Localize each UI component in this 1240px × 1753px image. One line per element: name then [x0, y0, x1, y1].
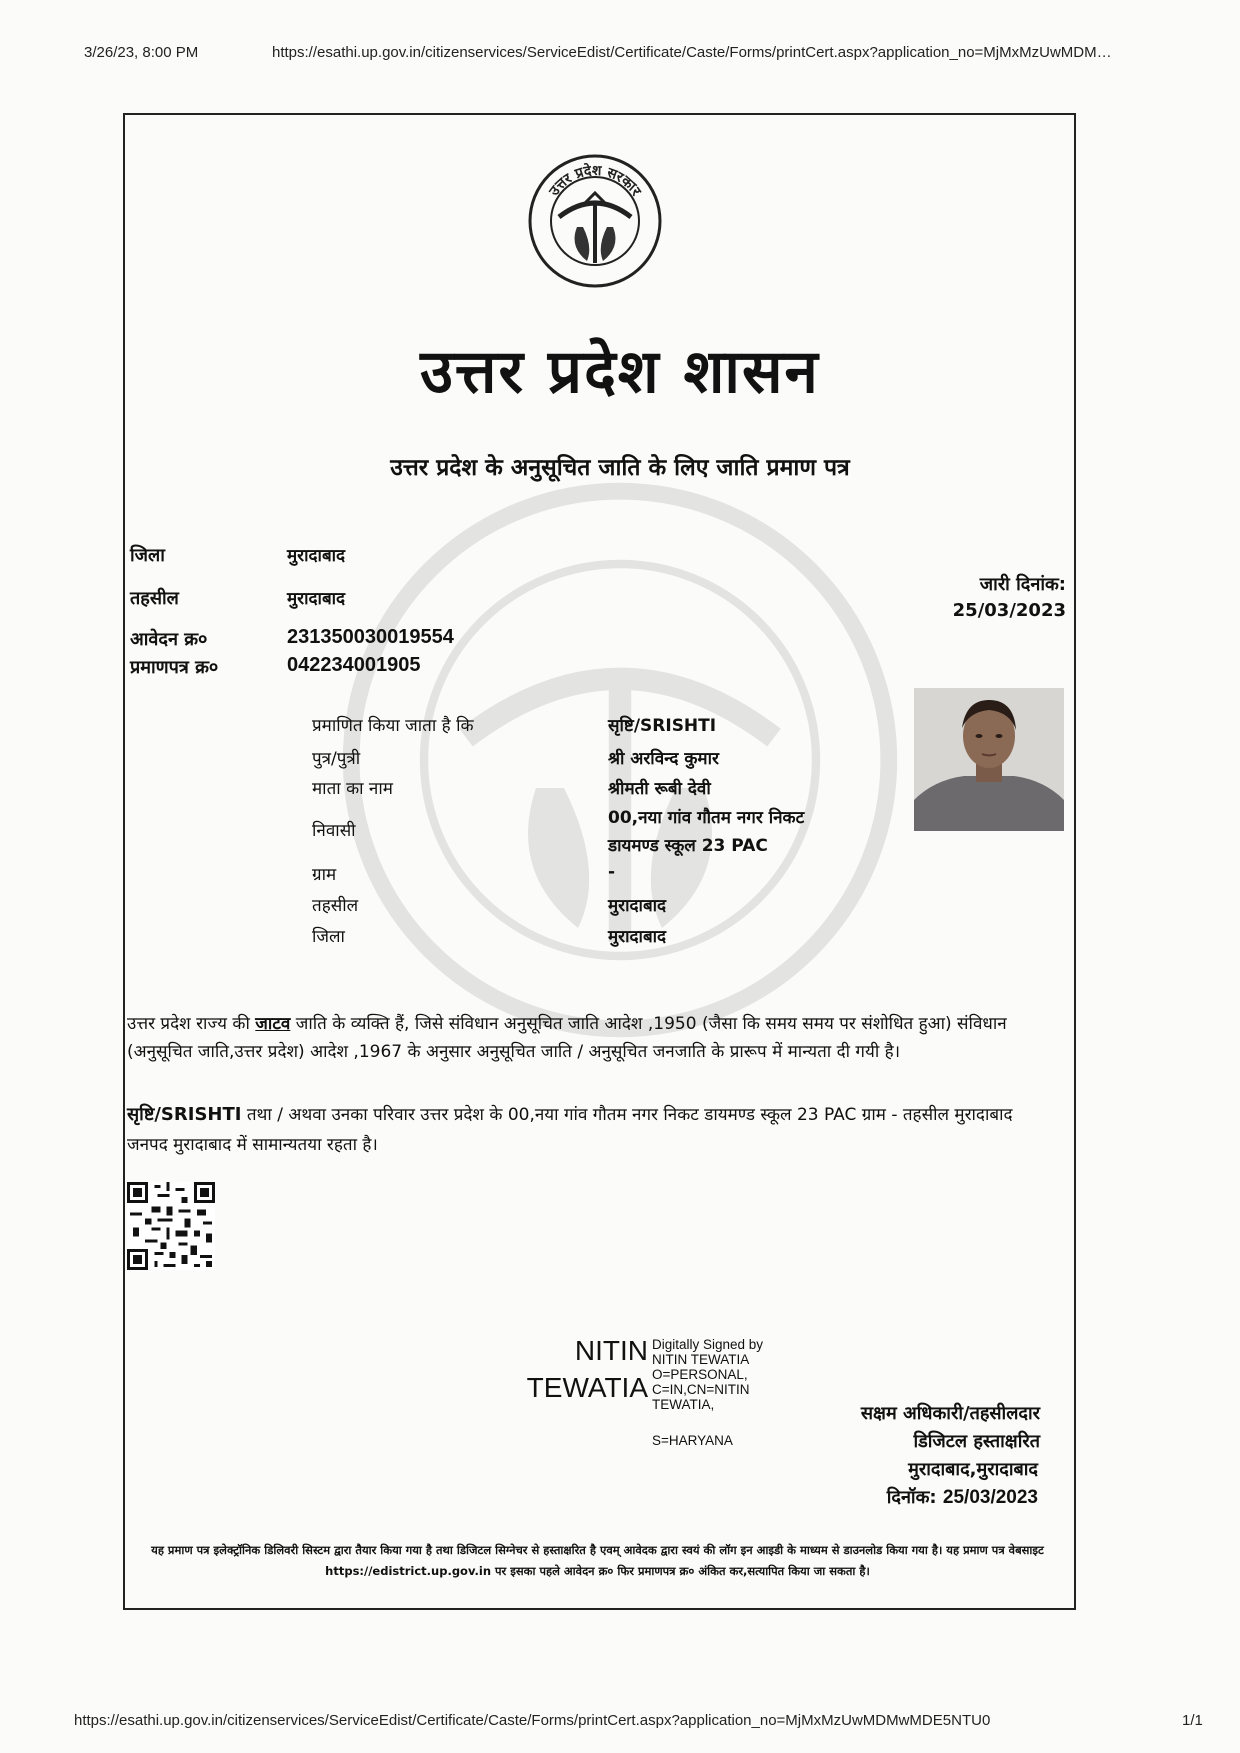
caste-statement	[127, 1010, 1047, 1066]
verification-footnote: यह प्रमाण पत्र इलेक्ट्रॉनिक डिलिवरी सिस्टम द्वारा तैयार किया गया है तथा डिजिटल सिग्नेचर से हस्ताक्षरित है एवम् आवेदक द्वारा स्वयं की लॉग इन आइडी के माध्यम से डाउनलोड किया गया है। यह प्रमाण पत्र वेबसाइट https://edistrict.up.gov.in पर इसका पहले आवेदन क्र० फिर प्रमाणपत्र क्र० अंकित कर,सत्यापित किया जा सकता है।	[151, 1543, 1044, 1578]
page-number: 1/1	[1182, 1712, 1203, 1729]
officer-date-label: दिनॉक:	[886, 1487, 937, 1508]
mother-name: श्रीमती रूबी देवी	[608, 779, 711, 799]
residence-statement-rest: तथा / अथवा उनका परिवार उत्तर प्रदेश के 00,नया गांव गौतम नगर निकट डायमण्ड स्कूल 23 PAC ग्राम - तहसील मुरादाबाद जनपद मुरादाबाद में सामान्यतया रहता है।	[127, 1105, 1013, 1155]
village-value: -	[608, 862, 616, 882]
emblem-text: उत्तर प्रदेश सरकार	[546, 162, 644, 199]
caste-statement-start: उत्तर प्रदेश राज्य की	[127, 1014, 256, 1034]
person-photo-icon	[914, 688, 1064, 831]
print-footer-url: https://esathi.up.gov.in/citizenservices/ServiceEdist/Certificate/Caste/Forms/printCert.aspx?application_no=MjMxMzUwMDMwMDE5NTU0	[74, 1712, 991, 1729]
certified-name: सृष्टि/SRISHTI	[608, 716, 717, 736]
signer-first-name: NITIN	[574, 1335, 648, 1366]
application-label: आवेदन क्र०	[130, 629, 208, 650]
district-value: मुरादाबाद	[287, 546, 346, 566]
certified-label: प्रमाणित किया जाता है कि	[312, 716, 474, 736]
detail-district-label: जिला	[312, 927, 345, 947]
signature-state: S=HARYANA	[652, 1433, 733, 1448]
village-label: ग्राम	[312, 865, 337, 885]
digital-signature-info: Digitally Signed by NITIN TEWATIA O=PERSONAL, C=IN,CN=NITIN TEWATIA,	[652, 1337, 764, 1412]
digitally-signed-label: डिजिटल हस्ताक्षरित	[913, 1431, 1040, 1452]
resident-address-line1: 00,नया गांव गौतम नगर निकट	[608, 808, 805, 828]
residence-statement	[127, 1100, 1047, 1160]
resident-address-line2: डायमण्ड स्कूल 23 PAC	[608, 836, 768, 856]
residence-person-name: सृष्टि/SRISHTI	[127, 1104, 242, 1125]
issue-date: 25/03/2023	[952, 600, 1066, 621]
child-of-label: पुत्र/पुत्री	[312, 749, 361, 769]
caste-statement-rest: जाति के व्यक्ति हैं, जिसे संविधान अनुसूचित जाति आदेश ,1950 (जैसा कि समय समय पर संशोधित हुआ) संविधान (अनुसूचित जाति,उत्तर प्रदेश) आदेश ,1967 के अनुसार अनुसूचित जाति / अनुसूचित जनजाति के प्रारूप में मान्यता दी गयी है।	[127, 1014, 1007, 1062]
issue-date-label: जारी दिनांक:	[979, 574, 1066, 595]
tehsil-value: मुरादाबाद	[287, 589, 346, 609]
tehsil-label: तहसील	[130, 588, 179, 609]
qr-code-icon	[127, 1181, 215, 1271]
detail-tehsil-value: मुरादाबाद	[608, 896, 667, 916]
government-title: उत्तर प्रदेश शासन	[420, 337, 820, 407]
district-label: जिला	[130, 545, 165, 566]
detail-tehsil-label: तहसील	[312, 896, 359, 916]
officer-date: 25/03/2023	[942, 1487, 1038, 1508]
certificate-label: प्रमाणपत्र क्र०	[130, 657, 219, 678]
applicant-photo	[914, 688, 1064, 831]
application-number: 231350030019554	[287, 626, 454, 648]
caste-name: जाटव	[255, 1014, 291, 1034]
certificate-number: 042234001905	[287, 654, 421, 676]
print-datetime: 3/26/23, 8:00 PM	[84, 44, 199, 61]
officer-place: मुरादाबाद,मुरादाबाद	[908, 1459, 1038, 1480]
resident-label: निवासी	[312, 821, 356, 841]
signer-last-name: TEWATIA	[526, 1372, 648, 1403]
mother-label: माता का नाम	[312, 779, 393, 799]
print-url: https://esathi.up.gov.in/citizenservices/ServiceEdist/Certificate/Caste/Forms/printCert.aspx?application_no=MjMxMzUwMDM…	[272, 44, 1112, 61]
detail-district-value: मुरादाबाद	[608, 927, 667, 947]
officer-designation: सक्षम अधिकारी/तहसीलदार	[860, 1403, 1040, 1424]
officer-date-row	[887, 1484, 1038, 1512]
certificate-title: उत्तर प्रदेश के अनुसूचित जाति के लिए जाति प्रमाण पत्र	[390, 455, 850, 481]
father-name: श्री अरविन्द कुमार	[608, 749, 719, 769]
up-govt-emblem-icon	[527, 153, 663, 289]
